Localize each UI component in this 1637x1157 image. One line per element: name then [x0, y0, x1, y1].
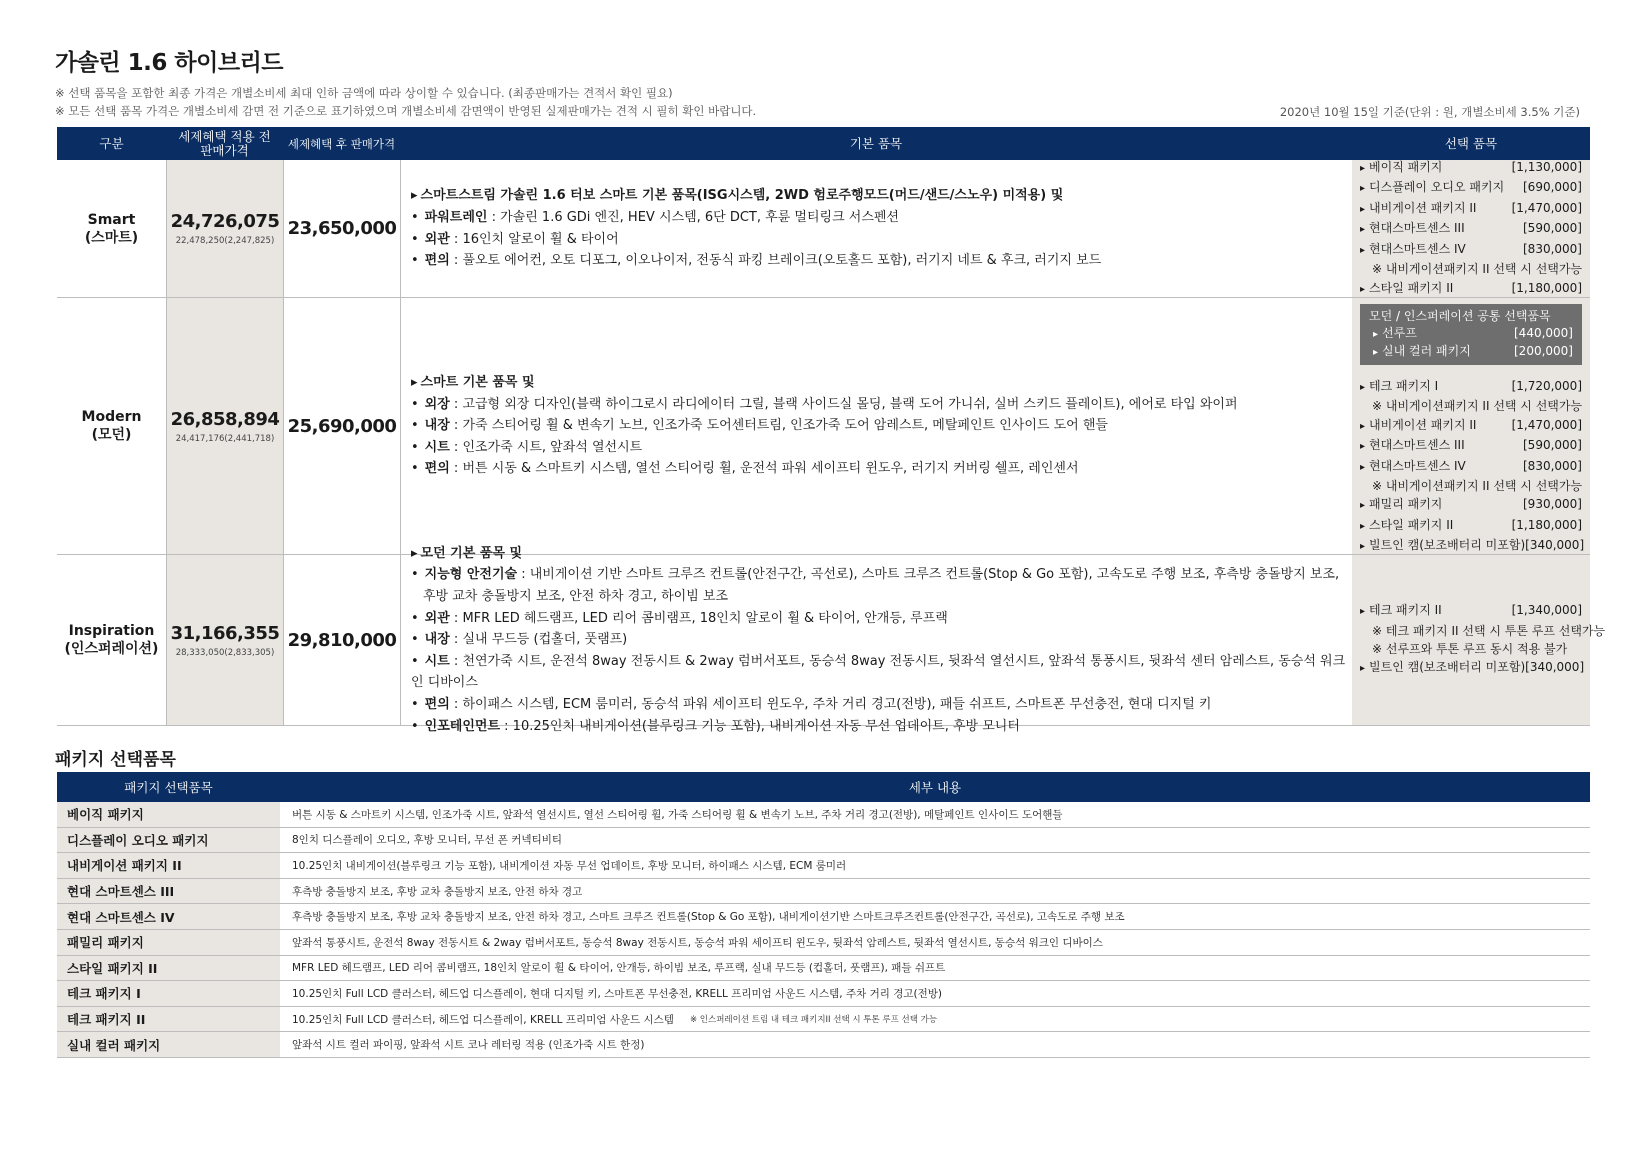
- package-desc: [280, 802, 1590, 827]
- option-price: [830,000]: [1523, 458, 1582, 473]
- basic-item: [411, 651, 1352, 694]
- basic-item-key: 편의: [424, 696, 450, 712]
- option-price: [830,000]: [1523, 241, 1582, 256]
- price-table: [57, 127, 1606, 734]
- package-desc: [280, 981, 1590, 1006]
- package-name: 실내 컬러 패키지: [57, 1032, 280, 1057]
- option-name: ▸ 베이직 패키지: [1360, 158, 1442, 178]
- package-name: 패밀리 패키지: [57, 930, 280, 955]
- package-desc-text: 10.25인치 Full LCD 클러스터, 헤드업 디스플레이, 현대 디지털 키, 스마트폰 무선충전, KRELL 프리미엄 사운드 시스템, 주차 거리 경고(전방): [292, 987, 942, 1000]
- package-name: 베이직 패키지: [57, 802, 280, 827]
- price-table-header: [57, 127, 1590, 160]
- option-price: [930,000]: [1523, 497, 1582, 512]
- package-name: 디스플레이 오디오 패키지: [57, 828, 280, 853]
- package-note: ※ 인스퍼레이션 트림 내 테크 패키지II 선택 시 투톤 루프 선택 가능: [689, 1015, 938, 1026]
- options-cell: [1352, 160, 1590, 297]
- trim-name-kr: (모던): [91, 427, 132, 443]
- trim-name-cell: [57, 298, 166, 554]
- basic-item-key: 지능형 안전기술: [424, 567, 518, 583]
- basic-item: [411, 694, 1352, 716]
- package-desc: [280, 904, 1590, 929]
- basic-head: ▸ 스마트스트림 가솔린 1.6 터보 스마트 기본 품목(ISG시스템, 2WD 험로주행모드(머드/샌드/스노우) 미적용) 및: [411, 185, 1352, 207]
- package-row: [57, 1032, 1590, 1058]
- option-name: ▸ 스타일 패키지 II: [1360, 516, 1453, 536]
- package-desc-text: 8인치 디스플레이 오디오, 후방 모니터, 무선 폰 커넥티비티: [292, 834, 563, 847]
- package-row: [57, 981, 1590, 1007]
- package-row: [57, 828, 1590, 854]
- basic-items-cell: [400, 298, 1352, 554]
- package-name: 테크 패키지 I: [57, 981, 280, 1006]
- basic-item-text: : 가죽 스티어링 휠 & 변속기 노브, 인조가죽 도어센터트림, 인조가죽 도어 암레스트, 메탈페인트 인사이드 도어 핸들: [449, 418, 1108, 434]
- option-item: [1360, 436, 1582, 456]
- common-options-box: [1360, 304, 1582, 365]
- trim-name-cell: [57, 555, 166, 725]
- option-item: [1360, 658, 1585, 678]
- option-item: [1360, 279, 1582, 299]
- package-desc: [280, 853, 1590, 878]
- basic-item-text: : MFR LED 헤드램프, LED 리어 콤비램프, 18인치 알로이 휠 & 타이어, 안개등, 루프랙: [449, 610, 948, 626]
- package-desc: [280, 828, 1590, 853]
- basic-item: [411, 437, 1352, 459]
- option-price: [1,340,000]: [1511, 603, 1582, 618]
- option-name: ▸ 내비게이션 패키지 II: [1360, 199, 1476, 219]
- option-price: [1,180,000]: [1511, 280, 1582, 295]
- option-price: [440,000]: [1514, 326, 1573, 340]
- option-item: [1360, 219, 1582, 239]
- basic-item-text: : 인조가죽 시트, 앞좌석 열선시트: [449, 439, 643, 455]
- package-name: 테크 패키지 II: [57, 1007, 280, 1032]
- package-name: 현대 스마트센스 IV: [57, 904, 280, 929]
- page-title: 가솔린 1.6 하이브리드: [55, 50, 284, 76]
- pre-price-cell: [166, 298, 283, 554]
- pre-price-cell: [166, 555, 283, 725]
- option-item: [1360, 240, 1582, 260]
- basic-head: ▸ 모던 기본 품목 및: [411, 543, 1352, 565]
- basic-item-text: : 고급형 외장 디자인(블랙 하이그로시 라디에이터 그릴, 블랙 사이드실 몰딩, 블랙 도어 가니쉬, 실버 스키드 플레이트), 에어로 타입 와이퍼: [449, 396, 1238, 412]
- post-price: 23,650,000: [283, 160, 400, 297]
- option-item: [1360, 158, 1582, 178]
- package-table: [57, 772, 1590, 1058]
- package-desc: [280, 930, 1590, 955]
- basic-item-key: 내장: [424, 632, 450, 648]
- package-row: [57, 879, 1590, 905]
- package-desc-text: 앞좌석 통풍시트, 운전석 8way 전동시트 & 2way 럼버서포트, 동승석 8way 전동시트, 동승석 파워 세이프티 윈도우, 뒷좌석 암레스트, 뒷좌석 열선시트, 동승석 워크인 디바이스: [292, 936, 1103, 949]
- option-note: ※ 내비게이션패키지 II 선택 시 선택가능: [1372, 399, 1583, 414]
- trim-name: Inspiration: [68, 623, 155, 639]
- option-item: [1360, 416, 1582, 436]
- basic-item-text: : 10.25인치 내비게이션(블루링크 기능 포함), 내비게이션 자동 무선 업데이트, 후방 모니터: [500, 718, 1020, 734]
- option-name: ▸ 디스플레이 오디오 패키지: [1360, 178, 1504, 198]
- header-post-price: 세제혜택 후 판매가격: [287, 136, 396, 151]
- trim-row: [57, 298, 1590, 555]
- package-desc-text: MFR LED 헤드램프, LED 리어 콤비램프, 18인치 알로이 휠 & 타이어, 안개등, 하이빔 보조, 루프랙, 실내 무드등 (컵홀더, 풋램프), 패들 쉬프트: [292, 962, 946, 975]
- common-option: [1369, 325, 1573, 343]
- basic-items-cell: [400, 545, 1352, 734]
- option-name: ▸ 테크 패키지 I: [1360, 377, 1438, 397]
- option-name: ▸ 패밀리 패키지: [1360, 495, 1442, 515]
- option-price: [1,470,000]: [1511, 200, 1582, 215]
- option-item: [1360, 178, 1582, 198]
- option-item: [1360, 495, 1582, 515]
- basic-item-continued: 후방 교차 충돌방지 보조, 안전 하차 경고, 하이빔 보조: [423, 589, 729, 605]
- option-note: ※ 내비게이션패키지 II 선택 시 선택가능: [1372, 262, 1583, 277]
- basic-items-cell: [400, 160, 1352, 297]
- basic-item-text: : 내비게이션 기반 스마트 크루즈 컨트롤(안전구간, 곡선로), 스마트 크루즈 컨트롤(Stop & Go 포함), 고속도로 주행 보조, 후측방 충돌방지 보조,: [517, 567, 1340, 583]
- option-name: ▸ 스타일 패키지 II: [1360, 279, 1453, 299]
- header-grade: 구분: [99, 135, 124, 151]
- option-price: [1,130,000]: [1511, 160, 1582, 175]
- option-note: ※ 테크 패키지 II 선택 시 투톤 루프 선택가능: [1372, 623, 1606, 638]
- trim-name: Modern: [81, 409, 142, 425]
- trim-name-kr: (스마트): [84, 229, 139, 246]
- trim-name-cell: [57, 160, 166, 297]
- common-options-title: 모던 / 인스퍼레이션 공통 선택품목: [1369, 309, 1551, 323]
- basic-item-key: 편의: [424, 253, 450, 269]
- option-item: [1360, 516, 1582, 536]
- pre-price-breakdown: 28,333,050(2,833,305): [175, 647, 275, 658]
- package-desc-text: 후측방 충돌방지 보조, 후방 교차 충돌방지 보조, 안전 하차 경고, 스마트 크루즈 컨트롤(Stop & Go 포함), 내비게이션기반 스마트크루즈컨트롤(안전구간, 곡선로), 고속도로 주행 보조: [292, 911, 1125, 924]
- header-basic: 기본 품목: [849, 135, 903, 151]
- option-name: ▸ 선루프: [1373, 325, 1417, 343]
- option-item: [1360, 457, 1582, 477]
- basic-item-key: 외장: [424, 396, 450, 412]
- option-item: [1360, 536, 1585, 556]
- option-price: [340,000]: [1525, 660, 1585, 675]
- basic-item-text: : 하이패스 시스템, ECM 룸미러, 동승석 파워 세이프티 윈도우, 주차 거리 경고(전방), 패들 쉬프트, 스마트폰 무선충전, 현대 디지털 키: [449, 696, 1212, 712]
- package-section-title: 패키지 선택품목: [55, 750, 176, 770]
- pre-price-cell: [166, 160, 283, 297]
- basic-item-text: : 16인치 알로이 휠 & 타이어: [449, 231, 619, 247]
- basic-item-key: 외관: [424, 610, 450, 626]
- basic-head: ▸ 스마트 기본 품목 및: [411, 372, 1352, 394]
- basic-item-key: 시트: [424, 439, 450, 455]
- trim-name-kr: (인스퍼레이션): [64, 641, 159, 657]
- pre-price: 31,166,355: [170, 622, 280, 644]
- option-name: ▸ 빌트인 캠(보조배터리 미포함): [1360, 536, 1525, 556]
- header-pre-price: 세제혜택 적용 전 판매가격: [178, 128, 271, 158]
- option-name: ▸ 현대스마트센스 IV: [1360, 457, 1466, 477]
- package-desc-text: 10.25인치 내비게이션(블루링크 기능 포함), 내비게이션 자동 무선 업데이트, 후방 모니터, 하이패스 시스템, ECM 룸미러: [292, 859, 847, 872]
- basic-item: [411, 716, 1352, 738]
- package-desc-text: 10.25인치 Full LCD 클러스터, 헤드업 디스플레이, KRELL 프리미엄 사운드 시스템: [292, 1013, 674, 1026]
- basic-item-key: 외관: [424, 231, 450, 247]
- option-name: ▸ 내비게이션 패키지 II: [1360, 416, 1476, 436]
- option-price: [1,180,000]: [1511, 517, 1582, 532]
- package-row: [57, 930, 1590, 956]
- package-row: [57, 802, 1590, 828]
- basic-item: [411, 458, 1352, 480]
- option-price: [1,720,000]: [1511, 379, 1582, 393]
- post-price: 29,810,000: [283, 555, 400, 725]
- package-desc: [280, 879, 1590, 904]
- option-note: ※ 선루프와 투톤 루프 동시 적용 불가: [1372, 642, 1568, 656]
- header-package-desc: 세부 내용: [908, 780, 962, 795]
- basic-item: [411, 415, 1352, 437]
- basic-item-text: : 천연가죽 시트, 운전석 8way 전동시트 & 2way 럼버서포트, 동승석 8way 전동시트, 뒷좌석 열선시트, 앞좌석 통풍시트, 뒷좌석 센터 암레스트, 동승석 워크인 디바이스: [411, 653, 1346, 691]
- basic-item: [411, 394, 1352, 416]
- note-line: ※ 선택 품목을 포함한 최종 가격은 개별소비세 최대 인하 금액에 따라 상이할 수 있습니다. (최종판매가는 견적서 확인 필요): [55, 86, 673, 100]
- option-name: ▸ 실내 컬러 패키지: [1373, 343, 1471, 361]
- basic-item-text: : 실내 무드등 (컵홀더, 풋램프): [449, 632, 628, 648]
- basic-item-key: 인포테인먼트: [424, 718, 501, 734]
- package-desc-text: 후측방 충돌방지 보조, 후방 교차 충돌방지 보조, 안전 하차 경고: [292, 885, 583, 898]
- basic-item-text: : 가솔린 1.6 GDi 엔진, HEV 시스템, 6단 DCT, 후륜 멀티링크 서스펜션: [487, 209, 899, 225]
- common-option: [1369, 343, 1573, 361]
- trim-rows: [57, 160, 1606, 734]
- basic-item: [411, 207, 1352, 229]
- basic-item-key: 편의: [424, 461, 450, 477]
- basic-item: [411, 629, 1352, 651]
- note-line: ※ 모든 선택 품목 가격은 개별소비세 감면 전 기준으로 표기하였으며 개별소비세 감면액이 반영된 실제판매가는 견적 시 필히 확인 바랍니다.: [55, 104, 757, 118]
- option-name: ▸ 현대스마트센스 IV: [1360, 240, 1466, 260]
- package-name: 스타일 패키지 II: [57, 956, 280, 981]
- trim-row: [57, 545, 1606, 734]
- notes: [55, 84, 756, 120]
- date-note: 2020년 10월 15일 기준(단위 : 원, 개별소비세 3.5% 기준): [1279, 105, 1580, 119]
- option-price: [200,000]: [1514, 344, 1573, 358]
- package-row: [57, 1007, 1590, 1033]
- package-rows: [57, 802, 1590, 1058]
- pre-price-breakdown: 22,478,250(2,247,825): [175, 236, 275, 246]
- package-desc-text: 앞좌석 시트 컬러 파이핑, 앞좌석 시트 코나 레터링 적용 (인조가죽 시트 한정): [292, 1039, 645, 1052]
- option-note: ※ 내비게이션패키지 II 선택 시 선택가능: [1372, 479, 1583, 494]
- option-name: ▸ 현대스마트센스 III: [1360, 436, 1465, 456]
- trim-row: [57, 160, 1590, 298]
- package-name: 현대 스마트센스 III: [57, 879, 280, 904]
- pre-price: 24,726,075: [170, 211, 280, 232]
- basic-item-key: 내장: [424, 418, 450, 434]
- package-row: [57, 853, 1590, 879]
- option-price: [590,000]: [1523, 438, 1582, 453]
- pre-price: 26,858,894: [170, 408, 280, 430]
- package-desc: [280, 1032, 1590, 1057]
- basic-item-text: : 버튼 시동 & 스마트키 시스템, 열선 스티어링 휠, 운전석 파워 세이프티 윈도우, 러기지 커버링 쉘프, 레인센서: [449, 461, 1079, 477]
- package-desc: [280, 1007, 1590, 1032]
- package-row: [57, 904, 1590, 930]
- basic-item: [411, 564, 1352, 586]
- trim-name: Smart: [87, 211, 136, 228]
- package-table-header: [57, 772, 1590, 802]
- option-name: ▸ 현대스마트센스 III: [1360, 219, 1465, 239]
- package-desc-text: 버튼 시동 & 스마트키 시스템, 인조가죽 시트, 앞좌석 열선시트, 열선 스티어링 휠, 가죽 스티어링 휠 & 변속기 노브, 주차 거리 경고(전방), 메탈페인트 인사이드 도어핸들: [292, 808, 1063, 821]
- pre-price-breakdown: 24,417,176(2,441,718): [175, 433, 275, 444]
- options-cell: [1352, 298, 1590, 554]
- basic-item-text: : 풀오토 에어컨, 오토 디포그, 이오나이저, 전동식 파킹 브레이크(오토홀드 포함), 러기지 네트 & 후크, 러기지 보드: [449, 253, 1102, 269]
- basic-item: [411, 250, 1352, 272]
- basic-item: [411, 608, 1352, 630]
- header-options: 선택 품목: [1444, 135, 1498, 151]
- option-name: ▸ 테크 패키지 II: [1360, 601, 1442, 621]
- package-desc: [280, 956, 1590, 981]
- basic-item-key: 파워트레인: [424, 209, 488, 225]
- option-item: [1360, 601, 1582, 621]
- option-price: [1,470,000]: [1511, 417, 1582, 432]
- option-item: [1360, 377, 1582, 397]
- package-name: 내비게이션 패키지 II: [57, 853, 280, 878]
- header-package-name: 패키지 선택품목: [124, 780, 213, 795]
- post-price: 25,690,000: [283, 298, 400, 554]
- basic-item: [411, 229, 1352, 251]
- option-price: [340,000]: [1525, 538, 1585, 553]
- option-name: ▸ 빌트인 캠(보조배터리 미포함): [1360, 658, 1525, 678]
- package-row: [57, 956, 1590, 982]
- option-item: [1360, 199, 1582, 219]
- options-cell: [1352, 555, 1606, 725]
- basic-item-key: 시트: [424, 653, 450, 669]
- option-price: [590,000]: [1523, 221, 1582, 236]
- option-price: [690,000]: [1523, 180, 1582, 195]
